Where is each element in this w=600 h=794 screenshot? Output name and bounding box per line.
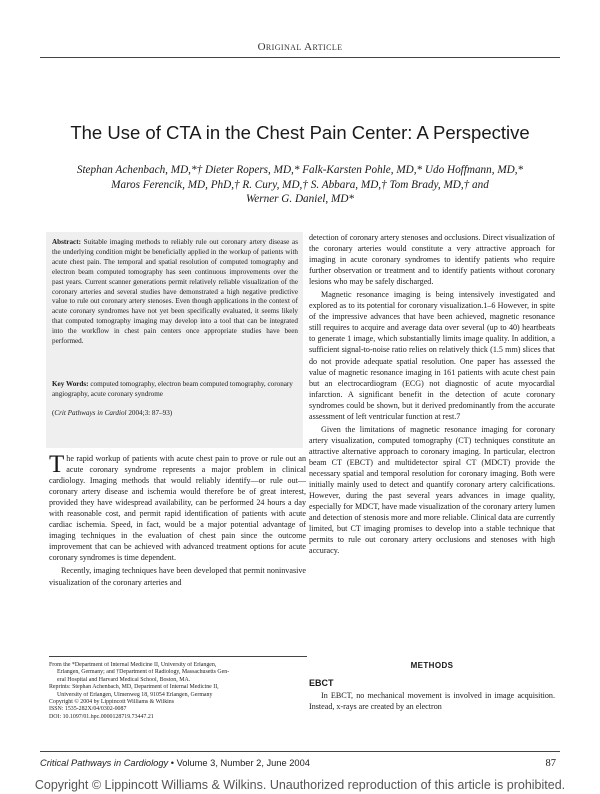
author-line: Maros Ferencik, MD, PhD,† R. Cury, MD,† S. Abbara, MD,† Tom Brady, MD,† and	[111, 178, 489, 191]
body-paragraph: detection of coronary artery stenoses and occlusions. Direct visualization of the coronary arteries would constitute a very attractive approach for imaging in acute coronary syndromes to identify patients who require further observation or treatment and to identify patients without coronary lesions who may be safely discharged.	[309, 233, 555, 287]
copyright-notice: Copyright © Lippincott Williams & Wilkins. Unauthorized reproduction of this article is prohibited.	[34, 778, 566, 792]
footer-rule	[40, 751, 560, 752]
section-label: Original Article	[257, 41, 343, 53]
keywords-label: Key Words:	[52, 380, 89, 388]
footnote-rule	[49, 656, 307, 657]
footnote-line: eral Hospital and Harvard Medical School, Boston, MA.	[57, 676, 191, 683]
right-column	[309, 232, 555, 558]
journal-issue: • Volume 3, Number 2, June 2004	[168, 758, 310, 768]
abstract-text: Suitable imaging methods to reliably rule out coronary artery disease as the underlying condition might be beneficially applied in the workup of patients with acute chest pain. The temporal and spatial resolution of computed tomography and electron beam computed tomography has seen continuous improvements over the past years. Current scanner generations permit relatively reliable visualization of the coronary arteries and several studies have demonstrated a high negative predictive value to rule out coronary artery stenoses. Even though applications in the context of acute coronary syndromes have not yet been specifically evaluated, it seems likely that computed tomography imaging may develop into a tool that can be integrated into the workflow in chest pain centers once appropriate studies have been performed.	[52, 238, 298, 346]
methods-heading: METHODS	[410, 661, 454, 670]
body-paragraph: Given the limitations of magnetic resonance imaging for coronary artery visualization, computed tomography (CT) techniques constitute an attractive alternative approach to coronary imaging. In particular, electron beam CT (EBCT) and multidetector spiral CT (MDCT) provide the necessary spatial and temporal resolution for coronary imaging. Both were initially mainly used to detect and quantify coronary artery calcifications. However, during the past several years advances in image quality, especially for MDCT, have made visualization of the coronary artery lumen and detection of stenosis more and more reliable. Clinical data are currently limited, but CT imaging promises to develop into a stable technique that permits to rule out coronary artery occlusions and stenoses with high accuracy.	[309, 424, 555, 556]
citation-detail: 2004;3: 87–93)	[126, 409, 173, 417]
page-number: 87	[545, 758, 556, 769]
keywords	[52, 380, 298, 400]
footnote-line: ISSN: 1535-282X/04/0302-0087	[49, 706, 127, 713]
author-line: Werner G. Daniel, MD*	[245, 193, 355, 205]
citation: (Crit Pathways in Cardiol 2004;3: 87–93)	[52, 409, 173, 417]
footnote-line: From the *Department of Internal Medicine II, University of Erlangen,	[49, 662, 217, 668]
footnote-line: DOI: 10.1097/01.hpc.0000128719.73447.21	[49, 713, 154, 720]
keywords-text: computed tomography, electron beam computed tomography, coronary angiography, acute coronary syndrome	[52, 380, 293, 398]
footnote-line: Reprints: Stephan Achenbach, MD, Department of Internal Medicine II,	[49, 684, 219, 691]
left-column	[49, 453, 306, 590]
ebct-heading: EBCT	[309, 678, 334, 688]
drop-cap: T	[49, 451, 65, 478]
body-paragraph: Recently, imaging techniques have been developed that permit noninvasive visualization of the coronary arteries and	[49, 566, 306, 587]
affiliation-footnote	[49, 662, 307, 721]
author-list	[40, 163, 560, 207]
header-rule	[40, 57, 560, 58]
journal-footer	[40, 758, 310, 768]
footnote-line: Copyright © 2004 by Lippincott Williams & Wilkins	[49, 699, 175, 706]
abstract	[52, 238, 298, 347]
journal-name: Critical Pathways in Cardiology	[40, 758, 169, 768]
body-paragraph: In EBCT, no mechanical movement is involved in image acquisition. Instead, x-rays are created by an electron	[309, 691, 555, 712]
author-line: Stephan Achenbach, MD,*† Dieter Ropers, MD,* Falk-Karsten Pohle, MD,* Udo Hoffmann, MD,*	[76, 164, 524, 176]
footnote-line: Erlangen, Germany; and †Department of Radiology, Massachusetts Gen-	[57, 669, 230, 676]
ebct-body	[309, 690, 555, 714]
body-paragraph: The rapid workup of patients with acute chest pain to prove or rule out an acute coronary syndrome represents a major problem in clinical cardiology. Imaging methods that would reliably identify—or rule out—coronary artery disease and ischemia would therefore be of great interest, provided they have widespread availability, can be performed 24 hours a day with reasonable cost, and permit rapid identification of patients with acute cardiac ischemia. Speed, in fact, would be a major potential advantage of imaging techniques in the evaluation of chest pain since the outcome improvement that can be achieved with advanced treatment options for acute coronary syndromes is time dependent.	[49, 451, 306, 563]
footnote-line: University of Erlangen, Ulmenweg 18, 91054 Erlangen, Germany	[57, 691, 213, 698]
article-title: The Use of CTA in the Chest Pain Center: A Perspective	[70, 122, 530, 143]
citation-journal: Crit Pathways in Cardiol	[54, 409, 127, 417]
body-paragraph: Magnetic resonance imaging is being intensively investigated and explored as to its potential for coronary visualization.1–6 However, in spite of the impressive advances that have been achieved, magnetic resonance still requires to acquire and average data over several (up to 40) heartbeats to generate 1 image, which substantially limits image quality. In addition, a sufficient signal-to-noise ratio relies on relatively thick (1.5 mm) slices that do not provide adequate spatial resolution. One paper has assessed the value of magnetic resonance imaging in 161 patients with acute chest pain but an electrocardiogram (ECG) not diagnostic of acute myocardial infarction. A significant benefit in the detection of acute coronary syndromes could be shown, but it derived predominantly from the accurate assessment of left ventricular function at rest.7	[309, 290, 555, 421]
abstract-label: Abstract:	[52, 238, 81, 246]
